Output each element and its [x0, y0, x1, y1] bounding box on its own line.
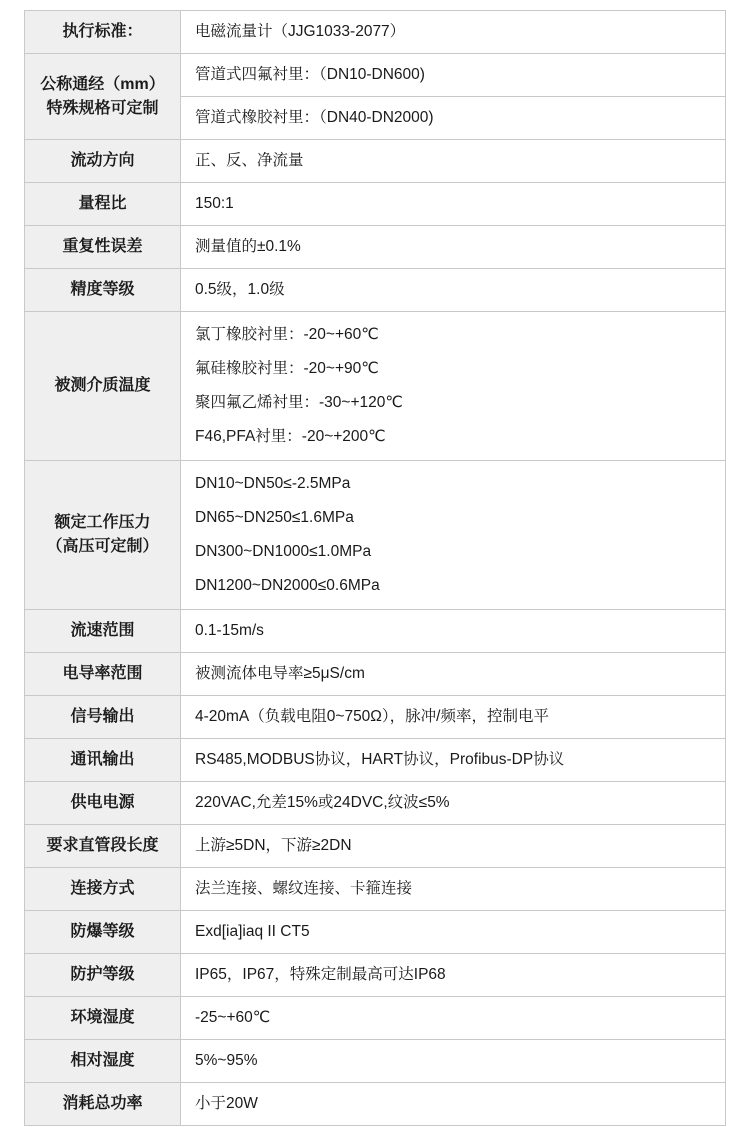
row-value-straight-pipe-length: 上游≥5DN，下游≥2DN: [181, 825, 726, 868]
table-row: [25, 868, 726, 911]
table-row: [25, 226, 726, 269]
row-value-turndown-ratio: 150:1: [181, 183, 726, 226]
value-line-4: DN1200~DN2000≤0.6MPa: [195, 577, 380, 595]
table-row: [25, 997, 726, 1040]
row-label-flow-velocity-range: 流速范围: [25, 610, 181, 653]
row-label-standard: 执行标准：: [25, 11, 181, 54]
table-row: [25, 461, 726, 610]
row-value-accuracy-class: 0.5级，1.0级: [181, 269, 726, 312]
row-label-medium-temperature: 被测介质温度: [25, 312, 181, 461]
table-row: [25, 610, 726, 653]
row-label-ambient-temperature: 环境湿度: [25, 997, 181, 1040]
row-label-power-supply: 供电电源: [25, 782, 181, 825]
table-row: [25, 739, 726, 782]
row-value-rated-working-pressure: [181, 461, 726, 610]
value-line-1: 氯丁橡胶衬里：-20~+60℃: [195, 326, 379, 344]
table-row: [25, 140, 726, 183]
row-label-conductivity-range: 电导率范围: [25, 653, 181, 696]
value-line-1: DN10~DN50≤-2.5MPa: [195, 475, 351, 493]
row-label-repeatability-error: 重复性误差: [25, 226, 181, 269]
value-line-2: DN65~DN250≤1.6MPa: [195, 509, 354, 527]
row-label-total-power-consumption: 消耗总功率: [25, 1083, 181, 1126]
row-value-standard: 电磁流量计（JJG1033-2077）: [181, 11, 726, 54]
row-value-explosion-proof-grade: Exd[ia]iaq II CT5: [181, 911, 726, 954]
value-line-2: 氟硅橡胶衬里：-20~+90℃: [195, 360, 379, 378]
table-row: [25, 911, 726, 954]
row-value-repeatability-error: 测量值的±0.1%: [181, 226, 726, 269]
row-value-total-power-consumption: 小于20W: [181, 1083, 726, 1126]
table-row: [25, 54, 726, 97]
row-value-connection-type: 法兰连接、螺纹连接、卡箍连接: [181, 868, 726, 911]
specification-table: [24, 10, 726, 1126]
label-line-2: 特殊规格可定制: [46, 99, 159, 117]
row-label-nominal-diameter: [25, 54, 181, 140]
row-label-communication-output: 通讯输出: [25, 739, 181, 782]
row-label-straight-pipe-length: 要求直管段长度: [25, 825, 181, 868]
row-value-nominal-diameter-ptfe: 管道式四氟衬里：（DN10-DN600): [181, 54, 726, 97]
label-line-2: （高压可定制）: [46, 538, 159, 556]
row-label-signal-output: 信号输出: [25, 696, 181, 739]
row-label-accuracy-class: 精度等级: [25, 269, 181, 312]
value-line-4: F46,PFA衬里：-20~+200℃: [195, 428, 386, 446]
row-label-relative-humidity: 相对湿度: [25, 1040, 181, 1083]
value-line-3: 聚四氟乙烯衬里：-30~+120℃: [195, 394, 403, 412]
row-value-ambient-temperature: -25~+60℃: [181, 997, 726, 1040]
row-value-flow-velocity-range: 0.1-15m/s: [181, 610, 726, 653]
row-value-power-supply: 220VAC,允差15%或24DVC,纹波≤5%: [181, 782, 726, 825]
row-label-explosion-proof-grade: 防爆等级: [25, 911, 181, 954]
row-value-relative-humidity: 5%~95%: [181, 1040, 726, 1083]
table-row: [25, 11, 726, 54]
table-row: [25, 1040, 726, 1083]
table-row: [25, 954, 726, 997]
table-row: [25, 696, 726, 739]
row-label-connection-type: 连接方式: [25, 868, 181, 911]
table-row: [25, 1083, 726, 1126]
value-line-3: DN300~DN1000≤1.0MPa: [195, 543, 372, 561]
row-label-turndown-ratio: 量程比: [25, 183, 181, 226]
row-label-flow-direction: 流动方向: [25, 140, 181, 183]
table-row: [25, 653, 726, 696]
row-label-rated-working-pressure: [25, 461, 181, 610]
table-row: [25, 312, 726, 461]
table-row: [25, 269, 726, 312]
row-value-medium-temperature: [181, 312, 726, 461]
row-value-communication-output: RS485,MODBUS协议，HART协议，Profibus-DP协议: [181, 739, 726, 782]
label-line-1: 额定工作压力: [54, 514, 151, 532]
row-value-nominal-diameter-rubber: 管道式橡胶衬里：（DN40-DN2000): [181, 97, 726, 140]
row-label-protection-grade: 防护等级: [25, 954, 181, 997]
table-row: [25, 183, 726, 226]
row-value-signal-output: 4-20mA（负载电阻0~750Ω），脉冲/频率，控制电平: [181, 696, 726, 739]
row-value-flow-direction: 正、反、净流量: [181, 140, 726, 183]
table-row: [25, 782, 726, 825]
table-row: [25, 825, 726, 868]
label-line-1: 公称通经（mm）: [40, 75, 165, 93]
row-value-protection-grade: IP65，IP67，特殊定制最高可达IP68: [181, 954, 726, 997]
row-value-conductivity-range: 被测流体电导率≥5μS/cm: [181, 653, 726, 696]
